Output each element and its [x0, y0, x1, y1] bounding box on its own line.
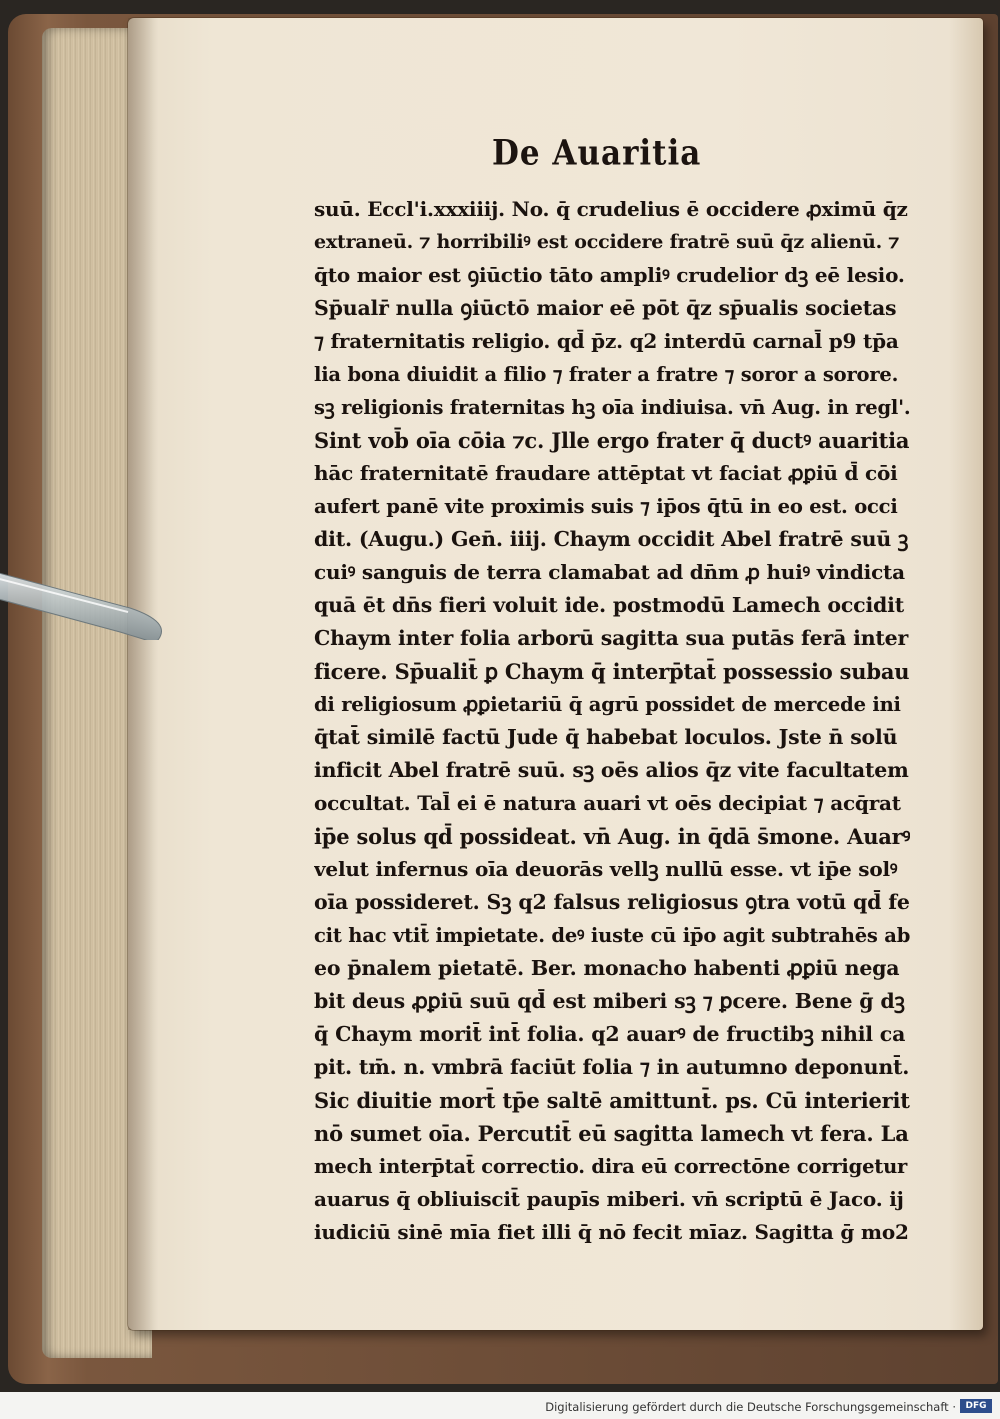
text-line: cuiꝰ sanguis de terra clamabat ad dn̄m ꝓ huiꝰ vindicta [314, 560, 905, 584]
glass-page-weight [0, 560, 180, 640]
text-line: quā ēt dn̄s fieri voluit ide. postmodū Lamech occidit [314, 593, 905, 617]
text-line: ficere. Sp̄ualit̄ ꝑ Chaym q̄ interp̄tat̄ possessio subau [314, 659, 910, 684]
text-line: lia bona diuidit a filio ⁊ frater a fratre ⁊ soror a sorore. [314, 363, 899, 386]
text-line: Chaym inter folia arborū sagitta sua putās ferā inter [314, 626, 909, 650]
text-line: sꝫ religionis fraternitas hꝫ oīa indiuisa. vn̄ Aug. in regl'. [314, 396, 910, 419]
text-line: Sp̄ualr̄ nulla ꝯiūctō maior eē pōt q̄z sp̄ualis societas [314, 296, 897, 320]
text-line: q̄tat̄ similē factū Jude q̄ habebat loculos. Jste n̄ solū [314, 725, 898, 749]
text-line: inficit Abel fratrē suū. sꝫ oēs alios q̄z vite facultatem [314, 758, 909, 782]
dfg-logo: DFG [960, 1399, 992, 1413]
text-line: oīa possideret. Sꝫ q2 falsus religiosus ꝯtra votū qd̄ fe [314, 890, 910, 914]
text-block [314, 193, 910, 1249]
text-line: dit. (Augu.) Gen̄. iiij. Chaym occidit Abel fratrē suū ꝫ [314, 527, 909, 551]
text-line: Sic diuitie mort̄ tp̄e saltē amittunt̄. ps. Cū interierit [314, 1088, 910, 1113]
text-line: iudiciū sinē mīa fiet illi q̄ nō fecit mīaz. Sagitta ḡ mo2 [314, 1220, 909, 1244]
text-line: q̄to maior est ꝯiūctio tāto ampliꝰ crudelior dꝫ eē lesio. [314, 263, 905, 287]
text-line: occultat. Tal̄ ei ē natura auari vt oēs decipiat ⁊ acq̄rat [314, 791, 901, 815]
text-line: bit deus ꝓꝑiū suū qd̄ est miberi sꝫ ⁊ ꝑcere. Bene ḡ dꝫ [314, 989, 905, 1013]
text-line: aufert panē vite proximis suis ⁊ ip̄os q̄tū in eo est. occi [314, 495, 898, 518]
text-line: nō sumet oīa. Percutit̄ eū sagitta lamech vt fera. La [314, 1121, 909, 1146]
text-line: ⁊ fraternitatis religio. qd̄ p̄z. q2 interdū carnal̄ p9 tp̄a [314, 329, 899, 353]
text-line: suū. Eccl'i.xxxiiij. No. q̄ crudelius ē occidere ꝓximū q̄z [314, 197, 908, 221]
text-line: hāc fraternitatē fraudare attēptat vt faciat ꝓꝑiū d̄ cōi [314, 461, 898, 485]
text-line: di religiosum ꝓꝑietariū q̄ agrū possidet de mercede ini [314, 693, 901, 716]
gutter-shadow [128, 18, 158, 1330]
text-line: ip̄e solus qd̄ possideat. vn̄ Aug. in q̄dā s̄mone. Auarꝰ [314, 824, 910, 849]
text-line: auarus q̄ obliuiscit̄ paupīs miberi. vn̄ scriptū ē Jaco. ij [314, 1187, 904, 1211]
funding-credit: Digitalisierung gefördert durch die Deutsche Forschungsgemeinschaft · [545, 1400, 956, 1414]
page-heading: De Auaritia [492, 133, 702, 174]
text-line: extraneū. ⁊ horribiliꝰ est occidere fratrē suū q̄z alienū. ⁊ [314, 231, 900, 253]
text-line: q̄ Chaym morit̄ int̄ folia. q2 auarꝰ de fructibꝫ nihil ca [314, 1022, 906, 1046]
text-line: pit. tm̄. n. vmbrā faciūt folia ⁊ in autumno deponunt̄. [314, 1055, 910, 1079]
text-line: cit hac vtit̄ impietate. deꝰ iuste cū ip̄o agit subtrahēs ab [314, 924, 910, 947]
text-line: velut infernus oīa deuorās vellꝫ nullū esse. vt ip̄e solꝰ [314, 857, 898, 881]
text-line: Sint vob̄ oīa cōia ⁊c. Jlle ergo frater q̄ ductꝰ auaritia [314, 428, 910, 453]
text-line: eo p̄nalem pietatē. Ber. monacho habenti ꝓꝑiū nega [314, 956, 900, 980]
text-line: mech interp̄tat̄ correctio. dira eū correctōne corrigetur [314, 1155, 908, 1178]
